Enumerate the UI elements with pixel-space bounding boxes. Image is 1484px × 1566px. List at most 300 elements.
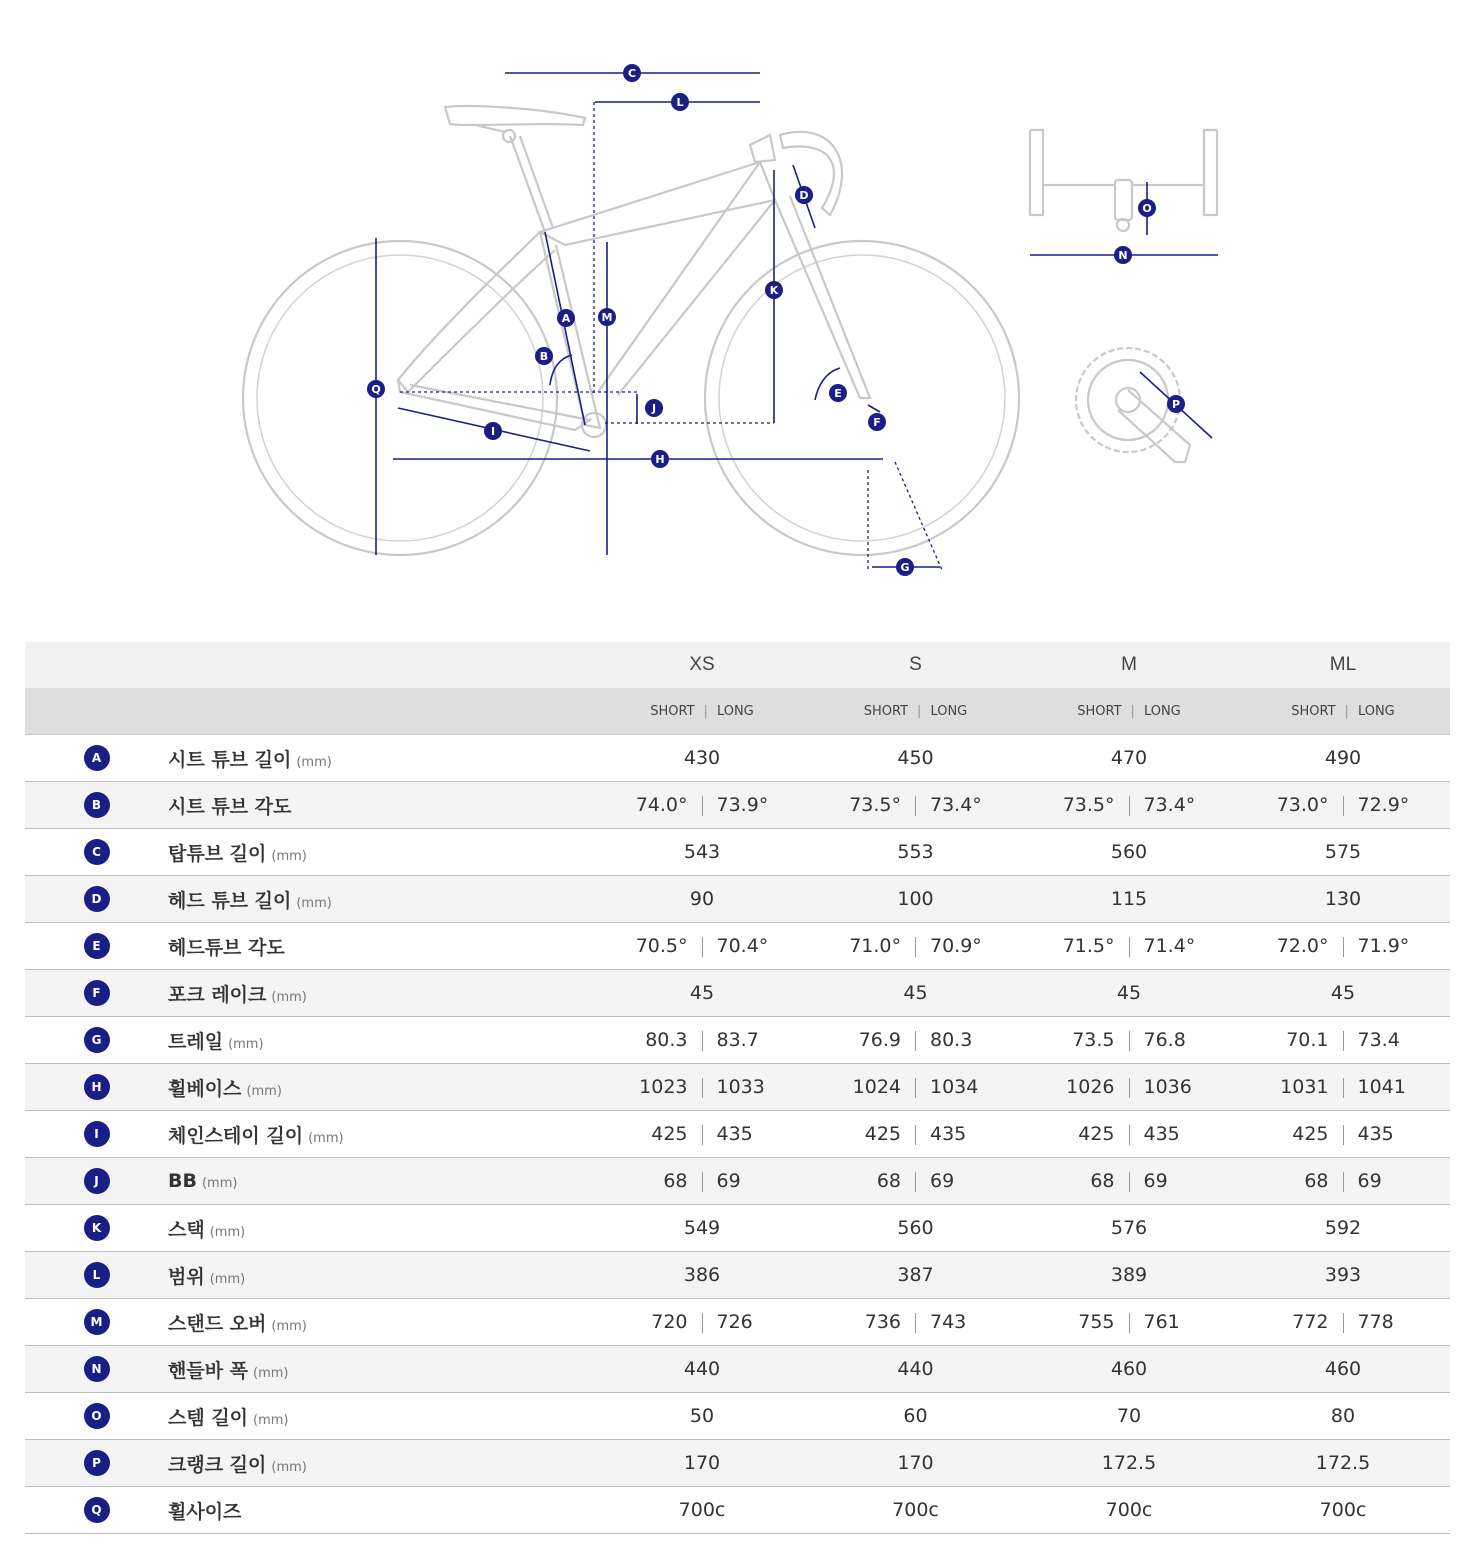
short-label: SHORT [863, 703, 909, 719]
long-value: 69 [1143, 1170, 1168, 1192]
row-key-badge: E [84, 933, 110, 959]
row-key-badge: L [84, 1262, 110, 1288]
single-value: 386 [683, 1264, 721, 1286]
value-cell [809, 1252, 1022, 1299]
table-row [25, 735, 1450, 782]
short-long-header: SHORT | LONG [809, 688, 1022, 735]
value-cell [595, 1346, 809, 1393]
value-cell [1022, 1017, 1236, 1064]
row-key-badge: B [84, 792, 110, 818]
long-value: 435 [1143, 1123, 1180, 1145]
marker-N [1114, 246, 1132, 264]
size-header-row [25, 642, 1450, 688]
row-label-cell [168, 1205, 595, 1252]
size-header-s: S [809, 642, 1022, 688]
marker-F [868, 413, 886, 431]
long-value: 69 [1357, 1170, 1382, 1192]
value-cell [1022, 1346, 1236, 1393]
long-value: 743 [930, 1311, 967, 1333]
value-cell [595, 1440, 809, 1487]
row-unit: (mm) [271, 1459, 307, 1475]
short-value: 425 [1292, 1123, 1329, 1145]
row-key-badge: I [84, 1121, 110, 1147]
value-cell [809, 1487, 1022, 1534]
value-cell [1236, 970, 1450, 1017]
single-value: 560 [897, 1217, 934, 1239]
value-cell [1236, 876, 1450, 923]
row-label-cell [168, 876, 595, 923]
long-value: 435 [930, 1123, 967, 1145]
table-row [25, 1064, 1450, 1111]
long-value: 69 [716, 1170, 741, 1192]
row-label-cell [168, 1111, 595, 1158]
value-divider [915, 1313, 916, 1333]
row-label-cell [168, 1487, 595, 1534]
row-label-cell [168, 970, 595, 1017]
long-value: 73.4 [1357, 1029, 1400, 1051]
row-key-badge: O [84, 1403, 110, 1429]
value-cell [595, 1252, 809, 1299]
row-key-cell [25, 1064, 168, 1111]
table-row [25, 1299, 1450, 1346]
value-cell [809, 970, 1022, 1017]
value-divider [1343, 937, 1344, 957]
marker-O [1138, 199, 1156, 217]
short-value: 74.0° [635, 794, 688, 816]
value-cell [809, 1111, 1022, 1158]
long-value: 76.8 [1143, 1029, 1186, 1051]
row-label: 헤드튜브 각도 [168, 936, 285, 959]
geometry-table [25, 642, 1450, 1534]
value-cell [1022, 1252, 1236, 1299]
value-divider [702, 937, 703, 957]
value-cell [809, 1346, 1022, 1393]
table-row [25, 1440, 1450, 1487]
row-key-badge: Q [84, 1497, 110, 1523]
value-divider [702, 1172, 703, 1192]
value-cell [1022, 735, 1236, 782]
short-value: 425 [651, 1123, 688, 1145]
row-key-badge: G [84, 1027, 110, 1053]
row-key-badge: D [84, 886, 110, 912]
value-cell [1022, 1440, 1236, 1487]
bike-frame [398, 106, 870, 437]
value-cell [595, 1299, 809, 1346]
short-value: 68 [1304, 1170, 1329, 1192]
table-row [25, 1017, 1450, 1064]
value-cell [1236, 1111, 1450, 1158]
value-divider [1129, 937, 1130, 957]
row-label: 스택 [168, 1218, 205, 1241]
row-label: 시트 튜브 각도 [168, 795, 292, 818]
row-unit: (mm) [253, 1365, 289, 1381]
single-value: 70 [1116, 1405, 1142, 1427]
value-cell [809, 1440, 1022, 1487]
value-divider [915, 1078, 916, 1098]
value-divider [1129, 796, 1130, 816]
subheader-spacer [25, 688, 595, 735]
value-cell [1236, 1299, 1450, 1346]
value-cell [1236, 1017, 1450, 1064]
value-divider [1129, 1172, 1130, 1192]
value-cell [1236, 829, 1450, 876]
short-value: 73.5° [849, 794, 901, 816]
long-value: 72.9° [1357, 794, 1410, 816]
row-key-cell [25, 876, 168, 923]
value-cell [1022, 1299, 1236, 1346]
long-value: 71.9° [1357, 935, 1410, 957]
value-divider [915, 1125, 916, 1145]
long-value: 778 [1357, 1311, 1394, 1333]
size-header-ml: ML [1236, 642, 1450, 688]
value-divider [1129, 1078, 1130, 1098]
single-value: 170 [683, 1452, 721, 1474]
row-label-cell [168, 1158, 595, 1205]
short-value: 71.0° [849, 935, 901, 957]
single-value: 130 [1324, 888, 1362, 910]
short-value: 720 [651, 1311, 688, 1333]
size-header-xs: XS [595, 642, 809, 688]
short-value: 755 [1078, 1311, 1115, 1333]
value-cell [1236, 923, 1450, 970]
value-cell [1236, 782, 1450, 829]
row-label: 핸들바 폭 [168, 1359, 249, 1382]
short-value: 73.5° [1062, 794, 1115, 816]
marker-D [795, 186, 813, 204]
marker-I [484, 422, 502, 440]
single-value: 470 [1110, 747, 1148, 769]
short-long-header: SHORT | LONG [1022, 688, 1236, 735]
row-label-cell [168, 1252, 595, 1299]
value-cell [1022, 876, 1236, 923]
row-unit: (mm) [308, 1130, 344, 1146]
svg-text:A: A [561, 312, 571, 325]
long-value: 435 [716, 1123, 753, 1145]
size-header-m: M [1022, 642, 1236, 688]
value-cell [809, 1017, 1022, 1064]
row-key-cell [25, 1017, 168, 1064]
value-cell [595, 1111, 809, 1158]
table-row [25, 1158, 1450, 1205]
value-divider [1343, 1125, 1344, 1145]
row-key-badge: N [84, 1356, 110, 1382]
value-divider [1129, 1125, 1130, 1145]
short-value: 736 [864, 1311, 901, 1333]
single-value: 450 [897, 747, 934, 769]
single-value: 172.5 [1101, 1452, 1157, 1474]
row-label: 체인스테이 길이 [168, 1124, 304, 1147]
row-key-cell [25, 1158, 168, 1205]
value-cell [595, 876, 809, 923]
row-label: 포크 레이크 [168, 983, 267, 1006]
row-key-cell [25, 1393, 168, 1440]
short-value: 73.0° [1276, 794, 1329, 816]
handlebar-top-view [1030, 130, 1217, 231]
long-value: 1034 [930, 1076, 979, 1098]
row-label: 시트 튜브 길이 [168, 748, 292, 771]
row-key-badge: K [84, 1215, 110, 1241]
value-divider [702, 796, 703, 816]
short-value: 425 [864, 1123, 901, 1145]
single-value: 543 [683, 841, 721, 863]
value-cell [1236, 1205, 1450, 1252]
single-value: 60 [903, 1405, 928, 1427]
row-unit: (mm) [271, 1318, 307, 1334]
value-divider [702, 1313, 703, 1333]
row-key-badge: A [84, 745, 110, 771]
single-value: 170 [897, 1452, 934, 1474]
long-value: 726 [716, 1311, 753, 1333]
value-cell [1022, 923, 1236, 970]
row-unit: (mm) [271, 989, 307, 1005]
short-value: 72.0° [1276, 935, 1329, 957]
long-value: 71.4° [1143, 935, 1196, 957]
row-label: 스탠드 오버 [168, 1312, 267, 1335]
short-long-header: SHORT | LONG [1236, 688, 1450, 735]
svg-text:N: N [1118, 249, 1128, 262]
row-label-cell [168, 782, 595, 829]
row-unit: (mm) [246, 1083, 282, 1099]
short-value: 70.1 [1286, 1029, 1329, 1051]
short-value: 68 [663, 1170, 688, 1192]
long-value: 761 [1143, 1311, 1180, 1333]
single-value: 440 [683, 1358, 721, 1380]
long-label: LONG [716, 703, 754, 719]
row-label: 휠베이스 [168, 1077, 242, 1100]
long-value: 73.4° [930, 794, 982, 816]
single-value: 387 [897, 1264, 934, 1286]
short-value: 1026 [1066, 1076, 1115, 1098]
rear-wheel [243, 241, 557, 555]
value-cell [1236, 1252, 1450, 1299]
value-cell [595, 923, 809, 970]
short-long-header: SHORT | LONG [595, 688, 809, 735]
svg-text:L: L [676, 96, 684, 109]
svg-text:H: H [655, 453, 665, 466]
value-cell [1236, 1346, 1450, 1393]
row-key-cell [25, 1252, 168, 1299]
short-value: 73.5 [1072, 1029, 1115, 1051]
value-cell [1236, 1487, 1450, 1534]
value-cell [809, 876, 1022, 923]
short-value: 68 [876, 1170, 901, 1192]
single-value: 700c [892, 1499, 939, 1521]
svg-text:P: P [1171, 398, 1181, 411]
value-cell [809, 735, 1022, 782]
row-label-cell [168, 1440, 595, 1487]
long-value: 69 [930, 1170, 955, 1192]
row-label: 휠사이즈 [168, 1500, 242, 1523]
value-cell [809, 1205, 1022, 1252]
value-cell [809, 923, 1022, 970]
row-key-badge: C [84, 839, 110, 865]
row-key-cell [25, 923, 168, 970]
short-label: SHORT [650, 703, 695, 719]
single-value: 700c [678, 1499, 726, 1521]
value-divider [1343, 796, 1344, 816]
row-key-badge: P [84, 1450, 110, 1476]
svg-text:F: F [873, 416, 881, 429]
short-value: 68 [1090, 1170, 1115, 1192]
row-label-cell [168, 1346, 595, 1393]
svg-text:D: D [799, 189, 809, 202]
single-value: 700c [1105, 1499, 1153, 1521]
row-label-cell [168, 829, 595, 876]
single-value: 80 [1330, 1405, 1356, 1427]
marker-C [623, 64, 641, 82]
row-unit: (mm) [209, 1271, 246, 1287]
value-cell [1022, 1158, 1236, 1205]
row-label-cell [168, 735, 595, 782]
single-value: 172.5 [1315, 1452, 1371, 1474]
single-value: 389 [1110, 1264, 1148, 1286]
row-label-cell [168, 1064, 595, 1111]
short-value: 1031 [1280, 1076, 1329, 1098]
row-label: 탑튜브 길이 [168, 842, 267, 865]
value-divider [702, 1125, 703, 1145]
table-row [25, 1346, 1450, 1393]
single-value: 440 [897, 1358, 934, 1380]
bike-geometry-diagram [0, 0, 1484, 630]
marker-L [671, 93, 689, 111]
value-cell [1022, 1487, 1236, 1534]
row-key-badge: H [84, 1074, 110, 1100]
single-value: 45 [903, 982, 928, 1004]
row-key-cell [25, 735, 168, 782]
row-label: 헤드 튜브 길이 [168, 889, 292, 912]
value-divider [1343, 1078, 1344, 1098]
svg-text:C: C [627, 67, 637, 80]
table-row [25, 923, 1450, 970]
table-row [25, 876, 1450, 923]
svg-text:B: B [539, 350, 549, 363]
value-cell [595, 1205, 809, 1252]
short-value: 80.3 [645, 1029, 688, 1051]
long-value: 1033 [716, 1076, 765, 1098]
value-cell [595, 970, 809, 1017]
value-cell [595, 1017, 809, 1064]
row-label: 트레일 [168, 1030, 224, 1053]
table-row [25, 1252, 1450, 1299]
short-value: 76.9 [858, 1029, 901, 1051]
value-cell [809, 1158, 1022, 1205]
single-value: 90 [689, 888, 715, 910]
single-value: 393 [1324, 1264, 1362, 1286]
long-value: 1036 [1143, 1076, 1192, 1098]
single-value: 490 [1324, 747, 1362, 769]
value-cell [595, 829, 809, 876]
row-unit: (mm) [201, 1176, 238, 1191]
marker-E [829, 384, 847, 402]
long-value: 70.9° [930, 935, 982, 957]
marker-B [535, 347, 553, 365]
value-divider [702, 1031, 703, 1051]
row-key-cell [25, 782, 168, 829]
value-cell [595, 735, 809, 782]
svg-text:E: E [834, 387, 842, 400]
short-value: 71.5° [1062, 935, 1115, 957]
single-value: 576 [1110, 1217, 1148, 1239]
value-divider [702, 1078, 703, 1098]
row-unit: (mm) [296, 895, 332, 911]
value-cell [809, 1064, 1022, 1111]
short-label: SHORT [1291, 703, 1336, 719]
value-cell [1236, 1064, 1450, 1111]
value-divider [1343, 1172, 1344, 1192]
value-divider [1343, 1031, 1344, 1051]
single-value: 592 [1324, 1217, 1362, 1239]
table-row [25, 1393, 1450, 1440]
svg-text:G: G [900, 561, 910, 574]
value-cell [1022, 829, 1236, 876]
value-cell [809, 1393, 1022, 1440]
value-divider [915, 1172, 916, 1192]
single-value: 45 [1116, 982, 1142, 1004]
row-key-cell [25, 1346, 168, 1393]
short-value: 425 [1078, 1123, 1115, 1145]
long-label: LONG [1143, 703, 1181, 719]
value-divider [1129, 1313, 1130, 1333]
single-value: 560 [1110, 841, 1148, 863]
value-cell [809, 1299, 1022, 1346]
value-cell [1022, 1064, 1236, 1111]
value-cell [809, 782, 1022, 829]
value-cell [1022, 1205, 1236, 1252]
value-cell [1236, 735, 1450, 782]
value-cell [1022, 1393, 1236, 1440]
table-row [25, 1487, 1450, 1534]
short-long-header-row [25, 688, 1450, 735]
svg-text:M: M [601, 311, 613, 324]
marker-H [651, 450, 669, 468]
svg-text:J: J [651, 402, 657, 415]
row-unit: (mm) [209, 1224, 246, 1240]
marker-M [598, 308, 616, 326]
marker-P [1167, 395, 1185, 413]
long-label: LONG [1357, 703, 1395, 719]
single-value: 100 [897, 888, 934, 910]
table-row [25, 829, 1450, 876]
single-value: 45 [689, 982, 715, 1004]
single-value: 460 [1324, 1358, 1362, 1380]
svg-text:K: K [769, 284, 779, 297]
marker-G [896, 558, 914, 576]
marker-K [765, 281, 783, 299]
value-cell [809, 829, 1022, 876]
row-key-cell [25, 1111, 168, 1158]
row-key-badge: F [84, 980, 110, 1006]
value-cell [1236, 1158, 1450, 1205]
table-row [25, 782, 1450, 829]
value-cell [595, 1487, 809, 1534]
value-divider [915, 1031, 916, 1051]
long-value: 73.9° [716, 794, 769, 816]
long-value: 70.4° [716, 935, 769, 957]
row-key-cell [25, 970, 168, 1017]
row-label: 크랭크 길이 [168, 1453, 267, 1476]
value-cell [1022, 782, 1236, 829]
row-label: 스템 길이 [168, 1406, 249, 1429]
short-value: 772 [1292, 1311, 1329, 1333]
marker-J [645, 399, 663, 417]
single-value: 50 [689, 1405, 715, 1427]
table-row [25, 1111, 1450, 1158]
row-label-cell [168, 923, 595, 970]
short-value: 1023 [639, 1076, 688, 1098]
value-cell [595, 1064, 809, 1111]
short-label: SHORT [1077, 703, 1122, 719]
single-value: 115 [1110, 888, 1148, 910]
